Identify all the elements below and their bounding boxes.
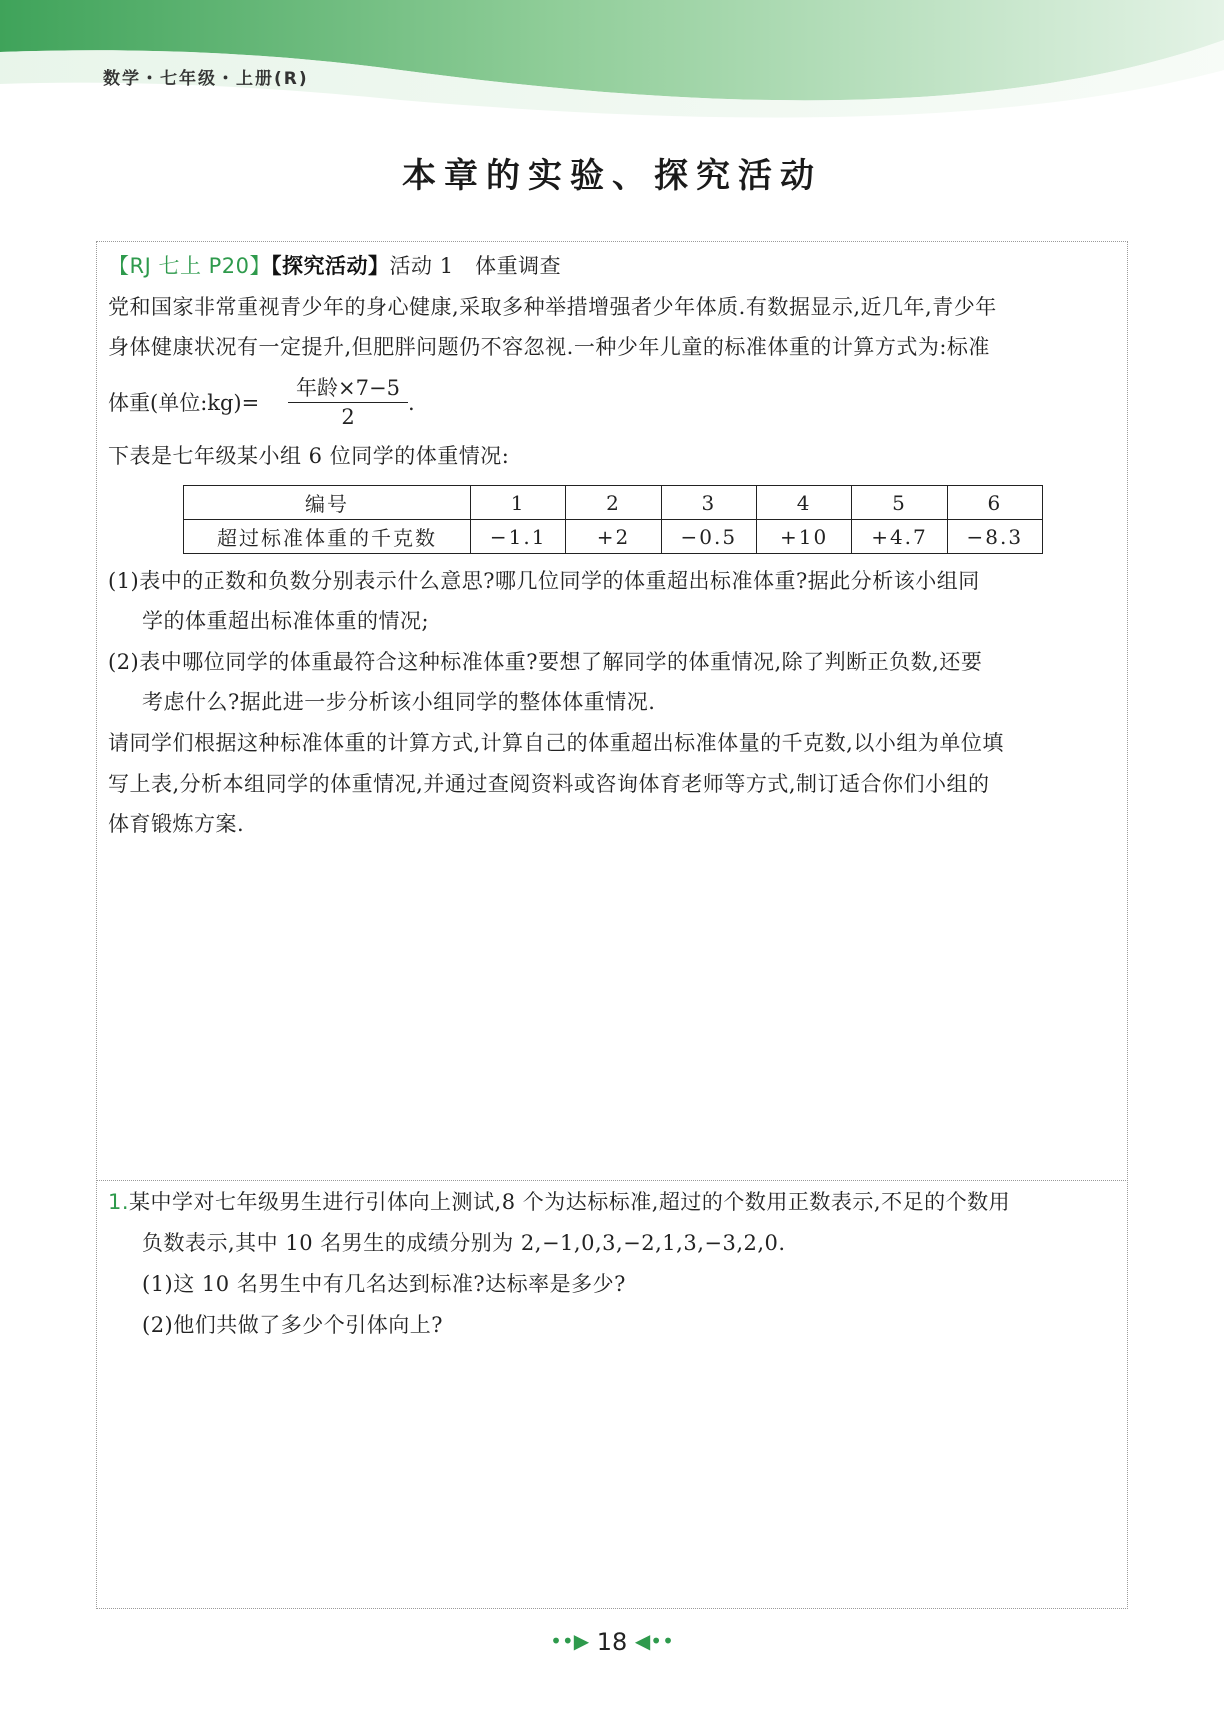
table-cell: −8.3 xyxy=(947,520,1042,554)
table-cell: 1 xyxy=(471,486,566,520)
book-label: 数学・七年级・上册(R) xyxy=(103,69,309,89)
formula-denominator: 2 xyxy=(341,405,355,429)
formula-prefix: 体重(单位:kg)= xyxy=(108,391,260,415)
task-line-3: 体育锻炼方案. xyxy=(108,812,245,836)
intro-line-2: 身体健康状况有一定提升,但肥胖问题仍不容忽视.一种少年儿童的标准体重的计算方式为:标准 xyxy=(108,335,990,359)
formula-suffix: . xyxy=(408,391,415,415)
table-cell: −1.1 xyxy=(471,520,566,554)
activity-heading xyxy=(108,252,1118,280)
right-arrow-ornament-icon: ◀•• xyxy=(634,1629,674,1653)
header-band xyxy=(0,0,1224,120)
table-header-cell: 编号 xyxy=(184,486,471,520)
activity-name: 活动 1 体重调查 xyxy=(389,254,562,278)
question-1-line-1: (1)表中的正数和负数分别表示什么意思?哪几位同学的体重超出标准体重?据此分析该小组同 xyxy=(108,569,980,593)
intro-line-1: 党和国家非常重视青少年的身心健康,采取多种举措增强者少年体质.有数据显示,近几年,青少年 xyxy=(108,295,997,319)
exercise-sub-question-1: (1)这 10 名男生中有几名达到标准?达标率是多少? xyxy=(142,1272,626,1296)
table-cell: 3 xyxy=(661,486,756,520)
page-number: 18 xyxy=(596,1628,628,1656)
formula-numerator: 年龄×7−5 xyxy=(288,375,408,403)
table-cell: 2 xyxy=(566,486,661,520)
exercise-text: 某中学对七年级男生进行引体向上测试,8 个为达标标准,超过的个数用正数表示,不足的个数用 xyxy=(129,1190,1011,1214)
table-intro: 下表是七年级某小组 6 位同学的体重情况: xyxy=(108,444,510,468)
left-arrow-ornament-icon: ••▶ xyxy=(550,1629,590,1653)
table-row xyxy=(184,486,1043,520)
table-cell: −0.5 xyxy=(661,520,756,554)
exercise-number: 1. xyxy=(108,1190,130,1214)
task-line-2: 写上表,分析本组同学的体重情况,并通过查阅资料或咨询体育老师等方式,制订适合你们小组的 xyxy=(108,772,990,796)
source-tag: 【RJ 七上 P20】 xyxy=(108,254,272,278)
exercise-line-1 xyxy=(108,1188,1118,1216)
table-cell: 4 xyxy=(756,486,851,520)
table-cell: +10 xyxy=(756,520,851,554)
exercise-sub-question-2: (2)他们共做了多少个引体向上? xyxy=(142,1313,444,1337)
task-line-1: 请同学们根据这种标准体重的计算方式,计算自己的体重超出标准体量的千克数,以小组为单位填 xyxy=(108,731,1004,755)
formula-fraction xyxy=(288,375,408,430)
table-cell: 5 xyxy=(852,486,947,520)
category-tag: 【探究活动】 xyxy=(271,253,390,278)
table-header-cell: 超过标准体重的千克数 xyxy=(184,520,471,554)
section-divider xyxy=(96,1180,1128,1181)
table-cell: +4.7 xyxy=(852,520,947,554)
exercise-line-2: 负数表示,其中 10 名男生的成绩分别为 2,−1,0,3,−2,1,3,−3,2,0. xyxy=(142,1231,786,1255)
question-2-line-1: (2)表中哪位同学的体重最符合这种标准体重?要想了解同学的体重情况,除了判断正负数,还要 xyxy=(108,650,983,674)
table-cell: +2 xyxy=(566,520,661,554)
table-row xyxy=(184,520,1043,554)
table-cell: 6 xyxy=(947,486,1042,520)
question-1-line-2: 学的体重超出标准体重的情况; xyxy=(142,609,430,633)
page-footer xyxy=(0,1628,1224,1656)
chapter-title: 本章的实验、探究活动 xyxy=(402,156,822,196)
weight-table xyxy=(183,485,1043,554)
question-2-line-2: 考虑什么?据此进一步分析该小组同学的整体体重情况. xyxy=(142,690,656,714)
